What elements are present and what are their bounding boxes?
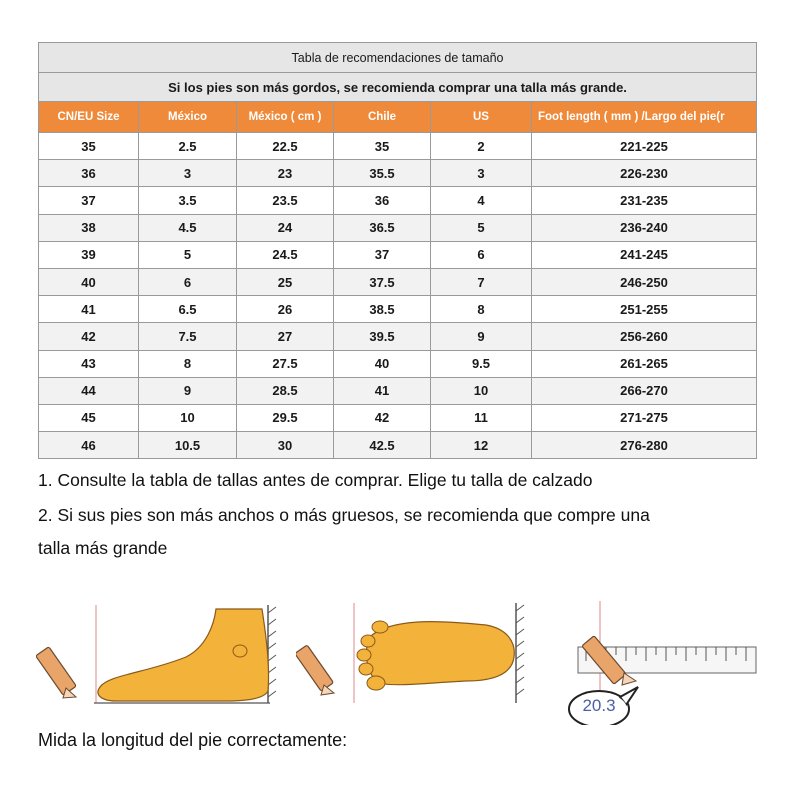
cell-cn-eu-size: 38 <box>39 214 139 241</box>
cell-mexico-cm: 25 <box>237 268 334 295</box>
header-foot-length: Foot length ( mm ) /Largo del pie(r <box>532 102 757 133</box>
foot-side-shape <box>98 609 269 701</box>
table-title-row <box>39 43 757 73</box>
cell-us: 9.5 <box>431 350 532 377</box>
cell-foot-length: 231-235 <box>532 187 757 214</box>
cell-chile: 41 <box>334 377 431 404</box>
cell-mexico: 3 <box>139 160 237 187</box>
cell-cn-eu-size: 45 <box>39 404 139 431</box>
cell-cn-eu-size: 46 <box>39 432 139 459</box>
cell-foot-length: 261-265 <box>532 350 757 377</box>
table-row <box>39 350 757 377</box>
cell-mexico-cm: 24 <box>237 214 334 241</box>
header-mexico-cm: México ( cm ) <box>237 102 334 133</box>
cell-mexico-cm: 23.5 <box>237 187 334 214</box>
cell-chile: 42.5 <box>334 432 431 459</box>
note-line-2: 2. Si sus pies son más anchos o más gruesos, se recomienda que compre una <box>38 505 650 525</box>
header-chile: Chile <box>334 102 431 133</box>
note-line-1: 1. Consulte la tabla de tallas antes de comprar. Elige tu talla de calzado <box>38 470 593 490</box>
cell-us: 10 <box>431 377 532 404</box>
table-row <box>39 214 757 241</box>
cell-us: 11 <box>431 404 532 431</box>
cell-chile: 37.5 <box>334 268 431 295</box>
cell-mexico: 3.5 <box>139 187 237 214</box>
cell-cn-eu-size: 41 <box>39 296 139 323</box>
table-header-row <box>39 102 757 133</box>
cell-chile: 35.5 <box>334 160 431 187</box>
measure-value: 20.3 <box>582 696 616 715</box>
table-row <box>39 268 757 295</box>
cell-mexico-cm: 30 <box>237 432 334 459</box>
cell-mexico: 8 <box>139 350 237 377</box>
cell-cn-eu-size: 35 <box>39 133 139 160</box>
cell-chile: 39.5 <box>334 323 431 350</box>
cell-cn-eu-size: 42 <box>39 323 139 350</box>
cell-cn-eu-size: 37 <box>39 187 139 214</box>
cell-chile: 35 <box>334 133 431 160</box>
table-subtitle: Si los pies son más gordos, se recomienda comprar una talla más grande. <box>39 73 757 102</box>
cell-mexico-cm: 29.5 <box>237 404 334 431</box>
table-subtitle-row <box>39 73 757 102</box>
table-row <box>39 296 757 323</box>
cell-foot-length: 271-275 <box>532 404 757 431</box>
cell-mexico-cm: 26 <box>237 296 334 323</box>
cell-us: 7 <box>431 268 532 295</box>
cell-foot-length: 266-270 <box>532 377 757 404</box>
note-line-3: talla más grande <box>38 538 168 558</box>
cell-cn-eu-size: 36 <box>39 160 139 187</box>
cell-mexico: 10 <box>139 404 237 431</box>
cell-cn-eu-size: 40 <box>39 268 139 295</box>
cell-us: 8 <box>431 296 532 323</box>
table-row <box>39 160 757 187</box>
cell-foot-length: 221-225 <box>532 133 757 160</box>
table-row <box>39 187 757 214</box>
table-row <box>39 133 757 160</box>
cell-us: 9 <box>431 323 532 350</box>
size-table <box>38 42 757 459</box>
cell-us: 2 <box>431 133 532 160</box>
cell-mexico: 9 <box>139 377 237 404</box>
header-cn-eu-size: CN/EU Size <box>39 102 139 133</box>
cell-mexico-cm: 24.5 <box>237 241 334 268</box>
cell-us: 6 <box>431 241 532 268</box>
pencil-icon <box>296 645 334 695</box>
table-row <box>39 377 757 404</box>
header-us: US <box>431 102 532 133</box>
cell-mexico: 2.5 <box>139 133 237 160</box>
cell-mexico: 4.5 <box>139 214 237 241</box>
table-row <box>39 404 757 431</box>
cell-mexico: 6.5 <box>139 296 237 323</box>
table-row <box>39 323 757 350</box>
cell-cn-eu-size: 39 <box>39 241 139 268</box>
cell-cn-eu-size: 44 <box>39 377 139 404</box>
top-foot-illustration <box>296 595 536 710</box>
cell-mexico-cm: 23 <box>237 160 334 187</box>
cell-mexico-cm: 22.5 <box>237 133 334 160</box>
cell-foot-length: 256-260 <box>532 323 757 350</box>
header-mexico: México <box>139 102 237 133</box>
cell-mexico-cm: 28.5 <box>237 377 334 404</box>
table-row <box>39 432 757 459</box>
cell-foot-length: 276-280 <box>532 432 757 459</box>
cell-chile: 40 <box>334 350 431 377</box>
measure-caption: Mida la longitud del pie correctamente: <box>38 730 348 750</box>
pencil-icon <box>36 647 76 698</box>
cell-foot-length: 246-250 <box>532 268 757 295</box>
foot-top-shape <box>366 622 514 685</box>
cell-foot-length: 251-255 <box>532 296 757 323</box>
cell-chile: 37 <box>334 241 431 268</box>
cell-foot-length: 236-240 <box>532 214 757 241</box>
cell-mexico: 5 <box>139 241 237 268</box>
cell-chile: 42 <box>334 404 431 431</box>
side-foot-illustration <box>36 595 296 710</box>
cell-cn-eu-size: 43 <box>39 350 139 377</box>
table-title: Tabla de recomendaciones de tamaño <box>39 43 757 73</box>
cell-mexico-cm: 27.5 <box>237 350 334 377</box>
cell-chile: 38.5 <box>334 296 431 323</box>
cell-us: 3 <box>431 160 532 187</box>
cell-chile: 36 <box>334 187 431 214</box>
cell-us: 4 <box>431 187 532 214</box>
table-row <box>39 241 757 268</box>
cell-foot-length: 241-245 <box>532 241 757 268</box>
cell-us: 5 <box>431 214 532 241</box>
cell-mexico: 10.5 <box>139 432 237 459</box>
cell-mexico: 7.5 <box>139 323 237 350</box>
cell-foot-length: 226-230 <box>532 160 757 187</box>
cell-chile: 36.5 <box>334 214 431 241</box>
cell-us: 12 <box>431 432 532 459</box>
cell-mexico-cm: 27 <box>237 323 334 350</box>
cell-mexico: 6 <box>139 268 237 295</box>
table-body <box>39 133 757 459</box>
